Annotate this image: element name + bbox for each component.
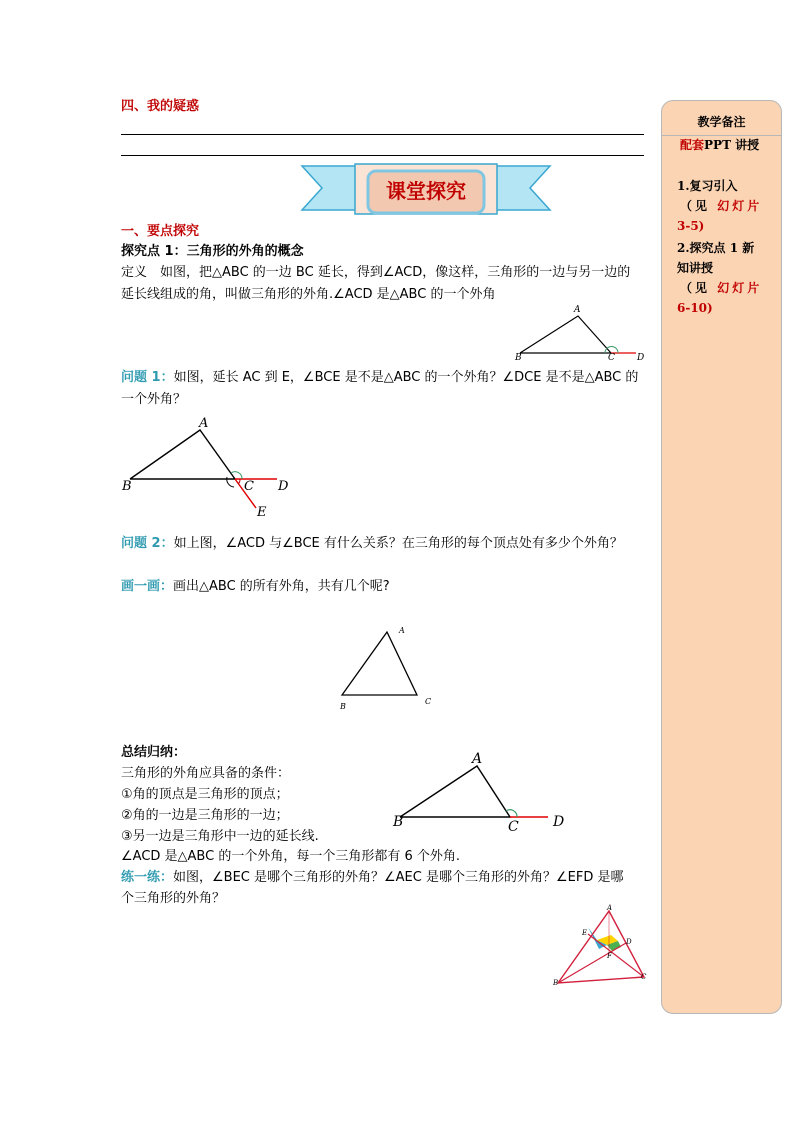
question2-label: 问题 2：	[121, 536, 174, 551]
fig5-label-e: E	[582, 929, 588, 937]
fig2-label-a: A	[199, 416, 209, 431]
question1-label: 问题 1：	[121, 370, 174, 385]
fig2-label-d: D	[278, 479, 289, 494]
sidebar-ppt-line	[680, 135, 759, 155]
fig4-label-a: A	[472, 751, 483, 767]
draw-line	[121, 577, 390, 597]
figure-triangle-plain	[335, 625, 435, 705]
question1-line-2: 一个外角？	[121, 392, 187, 407]
fig3-label-c: C	[425, 697, 432, 706]
sidebar-item1-ref-c	[677, 216, 704, 236]
fig5-label-d: D	[626, 938, 632, 946]
summary-line-2: ①角的顶点是三角形的顶点；	[121, 787, 289, 802]
fig5-label-f: F	[607, 952, 612, 960]
definition-line-2: 延长线组成的角，叫做三角形的外角.∠ACD 是△ABC 的一个外角	[121, 287, 496, 302]
blank-line-1	[121, 134, 644, 135]
fig5-label-c: C	[641, 973, 647, 981]
question1-text: 如图，延长 AC 到 E，∠BCE 是不是△ABC 的一个外角？∠DCE 是不是△ABC 的	[173, 370, 639, 385]
sidebar-item2-b: 知讲授	[677, 261, 714, 275]
summary-line-5: ∠ACD 是△ABC 的一个外角，每一个三角形都有 6 个外角.	[121, 849, 460, 864]
sidebar-title: 教学备注	[697, 115, 746, 129]
sidebar-item1-ref-b: 幻灯片	[717, 199, 763, 213]
practice-text: 如图，∠BEC 是哪个三角形的外角？∠AEC 是哪个三角形的外角？∠EFD 是哪	[173, 870, 624, 885]
part-heading: 一、要点探究	[121, 224, 200, 239]
question2-line	[121, 534, 623, 554]
sidebar-item2-ref-b: 幻灯片	[717, 281, 763, 295]
fig3-label-b: B	[340, 702, 346, 711]
fig4-label-b: B	[393, 814, 404, 830]
fig2-label-c: C	[244, 479, 254, 494]
fig3-label-a: A	[399, 626, 405, 635]
banner-title: 课堂探究	[386, 179, 466, 203]
sidebar-item1-ref	[680, 196, 762, 216]
figure-triangle-extend-ac	[115, 415, 305, 525]
fig4-label-c: C	[508, 819, 519, 835]
question1-line-1	[121, 368, 638, 388]
sidebar-ppt-red: 配套	[680, 138, 705, 152]
fig2-label-e: E	[257, 505, 267, 520]
summary-line-1: 三角形的外角应具备的条件：	[121, 766, 291, 781]
sidebar-item2-range: 6-10)	[677, 301, 713, 315]
practice-label: 练一练：	[121, 870, 174, 885]
draw-label: 画一画：	[121, 579, 174, 594]
fig1-label-c: C	[608, 353, 615, 363]
sidebar-item2-ref-c	[677, 298, 713, 318]
practice-line-1	[121, 868, 623, 888]
fig4-label-d: D	[553, 814, 565, 830]
blank-line-2	[121, 155, 644, 156]
sidebar-item1-ref-a: （见	[680, 199, 711, 213]
sidebar-item1-range: 3-5)	[677, 219, 705, 233]
summary-line-3: ②角的一边是三角形的一边；	[121, 808, 289, 823]
fig2-label-b: B	[122, 479, 132, 494]
question2-text: 如上图，∠ACD 与∠BCE 有什么关系？在三角形的每个顶点处有多少个外角？	[173, 536, 623, 551]
point-heading: 探究点 1：三角形的外角的概念	[121, 244, 304, 259]
sidebar-ppt-rest: PPT 讲授	[704, 138, 760, 152]
definition-line-1: 定义 如图，把△ABC 的一边 BC 延长，得到∠ACD，像这样，三角形的一边与另一边的	[121, 265, 631, 280]
practice-line-2: 个三角形的外角？	[121, 891, 226, 906]
section-heading-doubts: 四、我的疑惑	[121, 99, 200, 114]
sidebar-item2: 2.探究点 1 新	[677, 241, 755, 255]
figure-practice-triangle	[550, 905, 655, 990]
summary-line-4: ③另一边是三角形中一边的延长线.	[121, 829, 319, 844]
fig5-label-b: B	[553, 979, 559, 987]
fig5-label-a: A	[607, 904, 613, 912]
fig1-label-d: D	[637, 353, 645, 363]
sidebar-item1: 1.复习引入	[677, 179, 738, 193]
sidebar-item2-ref	[680, 278, 762, 298]
draw-text: 画出△ABC 的所有外角，共有几个呢?	[173, 579, 390, 594]
fig1-label-b: B	[515, 353, 522, 363]
sidebar-item2-ref-a: （见	[680, 281, 711, 295]
teaching-notes-sidebar	[661, 100, 782, 1014]
fig1-label-a: A	[574, 305, 581, 315]
summary-heading: 总结归纳：	[121, 745, 187, 760]
